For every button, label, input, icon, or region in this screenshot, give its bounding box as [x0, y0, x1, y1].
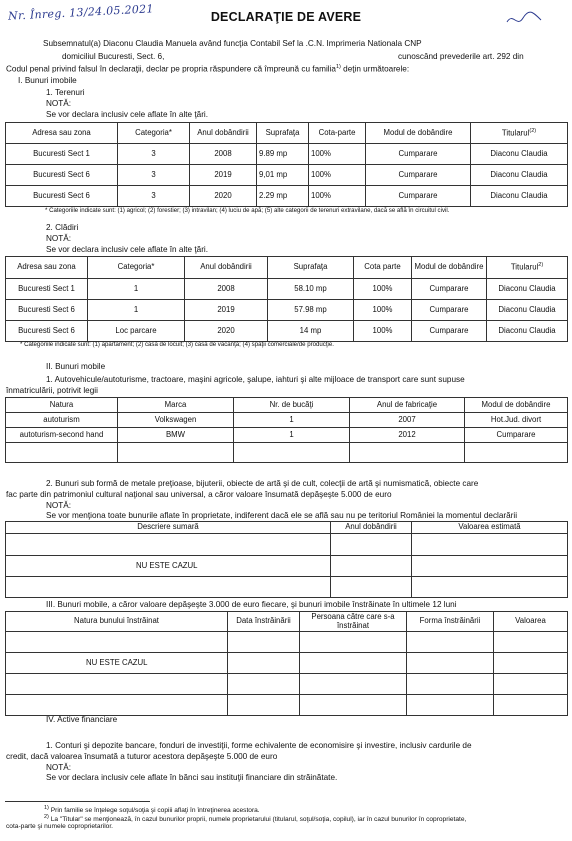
cell: [331, 556, 412, 577]
cell: 100%: [354, 321, 412, 342]
table-row: [6, 321, 568, 342]
col-header: Adresa sau zona: [6, 123, 118, 144]
terenuri-footnote: * Categoriile indicate sunt: (1) agricol; (2) forestier; (3) intravilan; (4) luciu de apă; (5) alte categorii de terenuri extravilane, dacă se află în circuitul civil.: [45, 207, 450, 214]
document-title: DECLARAŢIE DE AVERE: [210, 10, 362, 24]
cell: [228, 674, 300, 695]
cell: Cumparare: [412, 300, 487, 321]
col-header: Anul dobândirii: [190, 123, 257, 144]
cell: 2008: [190, 144, 257, 165]
bunuri-pretioase-title-2: fac parte din patrimoniul cultural naţional sau universal, a căror valoare însumată depăşeşte 5.000 de euro: [6, 490, 392, 499]
cell: [300, 632, 407, 653]
col-header: Anul dobândirii: [185, 257, 268, 279]
cell: Cumparare: [412, 321, 487, 342]
cell: [300, 695, 407, 716]
col-header: Natura bunului înstrăinat: [6, 612, 228, 632]
cell-nu-este-cazul: NU ESTE CAZUL: [6, 556, 331, 577]
col-header: Data înstrăinării: [228, 612, 300, 632]
cell: 100%: [309, 165, 366, 186]
cell: 1: [234, 413, 350, 428]
col-header: Suprafaţa: [268, 257, 354, 279]
cell: autoturism: [6, 413, 118, 428]
col-header: Categoria*: [118, 123, 190, 144]
table-row: [6, 534, 568, 556]
intro-line-1: Subsemnatul(a) Diaconu Claudia Manuela având funcţia Contabil Sef la .C.N. Imprimeria Nationala CNP: [43, 39, 422, 48]
cell: Loc parcare: [88, 321, 185, 342]
cell: Bucuresti Sect 6: [6, 165, 118, 186]
col-header: Adresa sau zona: [6, 257, 88, 279]
cell: [300, 674, 407, 695]
table-row: [6, 428, 568, 443]
cell: Bucuresti Sect 6: [6, 186, 118, 207]
bunuri-pretioase-table: [5, 521, 568, 598]
table-header-row: [6, 257, 568, 279]
cell: 1: [234, 428, 350, 443]
col-header: Forma înstrăinării: [407, 612, 494, 632]
col-header: Natura: [6, 398, 118, 413]
col-header: Descriere sumară: [6, 522, 331, 534]
intro-line-2a: domiciliul Bucuresti, Sect. 6,: [62, 52, 165, 61]
cell: [494, 632, 568, 653]
signature-mark: [505, 8, 545, 30]
bunuri-pretioase-nota: NOTĂ:: [46, 501, 72, 510]
cell: Cumparare: [412, 279, 487, 300]
registration-number-handwritten: Nr. Înreg. 13/24.05.2021: [7, 2, 155, 23]
col-header: Nr. de bucăţi: [234, 398, 350, 413]
cell: Cumparare: [366, 165, 471, 186]
active-financiare-note: Se vor declara inclusiv cele aflate în bănci sau instituţii financiare din străinătate.: [46, 773, 338, 782]
cell: [331, 534, 412, 556]
cell: 2.29 mp: [257, 186, 309, 207]
cell: Cumparare: [465, 428, 568, 443]
intro-line-2b: cunoscând prevederile art. 292 din: [398, 52, 524, 61]
cell: [6, 674, 228, 695]
col-header: Cota parte: [354, 257, 412, 279]
cell: [228, 653, 300, 674]
cell: Diaconu Claudia: [471, 186, 568, 207]
vehicule-table: [5, 397, 568, 463]
cell: 1: [88, 279, 185, 300]
cell: [494, 653, 568, 674]
bunuri-pretioase-note: Se vor menţiona toate bunurile aflate în proprietate, indiferent dacă ele se află sau nu pe teritoriul României la momentul declarării: [46, 511, 518, 520]
cell: 9.89 mp: [257, 144, 309, 165]
terenuri-table: [5, 122, 568, 207]
cell: [407, 653, 494, 674]
cell: [412, 577, 568, 598]
cell: [228, 632, 300, 653]
col-header: Valoarea estimată: [412, 522, 568, 534]
active-financiare-nota: NOTĂ:: [46, 763, 72, 772]
cell: 2020: [190, 186, 257, 207]
col-header-titular: Titularul$^{2)}$: [487, 257, 568, 279]
footnote-separator: [5, 801, 150, 802]
cell: Diaconu Claudia: [487, 321, 568, 342]
footnote-2-line-2: cota-parte şi numele coproprietarilor.: [6, 823, 114, 830]
cell: Bucuresti Sect 1: [6, 279, 88, 300]
table-row: [6, 300, 568, 321]
active-financiare-para-2: credit, dacă valoarea însumată a tuturor acestora depăşeşte 5.000 de euro: [6, 752, 278, 761]
cell: Diaconu Claudia: [487, 300, 568, 321]
active-financiare-para-1: 1. Conturi şi depozite bancare, fonduri de investiţii, forme echivalente de economisire şi investire, inclusiv cardurile de: [46, 741, 472, 750]
cell: Bucuresti Sect 1: [6, 144, 118, 165]
col-header-titular: Titularul$^{(2)}$: [471, 123, 568, 144]
cell: autoturism-second hand: [6, 428, 118, 443]
cell: [407, 674, 494, 695]
cell: [118, 443, 234, 463]
table-row: [6, 695, 568, 716]
vehicule-title-1: 1. Autovehicule/autoturisme, tractoare, maşini agricole, şalupe, iahturi şi alte mijloace de transport care sunt supuse: [46, 375, 465, 384]
cell: 57.98 mp: [268, 300, 354, 321]
cell: 2012: [350, 428, 465, 443]
table-header-row: [6, 398, 568, 413]
cladiri-footnote: * Categoriile indicate sunt: (1) apartament; (2) casă de locuit; (3) casă de vacanţă; (4) spaţii comerciale/de producţie.: [20, 341, 334, 348]
table-row: [6, 413, 568, 428]
col-header: Modul de dobândire: [366, 123, 471, 144]
col-header: Cota-parte: [309, 123, 366, 144]
cell: 3: [118, 144, 190, 165]
cell: [412, 534, 568, 556]
table-header-row: [6, 123, 568, 144]
intro-line-3: Codul penal privind falsul în declaraţii, declar pe propria răspundere că împreună cu familia$^{1)}$ deţin următoarele:: [6, 64, 410, 74]
col-header: Modul de dobândire: [412, 257, 487, 279]
cell: 3: [118, 186, 190, 207]
terenuri-title: 1. Terenuri: [46, 88, 85, 97]
cell: 9,01 mp: [257, 165, 309, 186]
terenuri-nota: NOTĂ:: [46, 99, 72, 108]
cell: BMW: [118, 428, 234, 443]
cell: 1: [88, 300, 185, 321]
bunuri-pretioase-title-1: 2. Bunuri sub formă de metale preţioase, bijuterii, obiecte de artă şi de cult, colecţii de artă şi numismatică, obiecte care: [46, 479, 479, 488]
cell: 58.10 mp: [268, 279, 354, 300]
cell: 2007: [350, 413, 465, 428]
col-header: Anul dobândirii: [331, 522, 412, 534]
cell: [228, 695, 300, 716]
table-header-row: [6, 612, 568, 632]
cell: [6, 632, 228, 653]
cell: 100%: [354, 279, 412, 300]
cell: [407, 632, 494, 653]
cell: Cumparare: [366, 144, 471, 165]
col-header: Valoarea: [494, 612, 568, 632]
section-3-heading: III. Bunuri mobile, a căror valoare depăşeşte 3.000 de euro fiecare, şi bunuri imobile înstrăinate în ultimele 12 luni: [46, 600, 457, 609]
cell: 14 mp: [268, 321, 354, 342]
footnote-1: $^{1)}$ Prin familie se înţelege soţul/soţia şi copiii aflaţi în întreţinerea acestora.: [44, 805, 260, 815]
cell: 2019: [185, 300, 268, 321]
cell: Diaconu Claudia: [487, 279, 568, 300]
cell: [494, 695, 568, 716]
table-row: [6, 653, 568, 674]
cell: Hot.Jud. divort: [465, 413, 568, 428]
col-header: Categoria*: [88, 257, 185, 279]
col-header: Anul de fabricaţie: [350, 398, 465, 413]
col-header: Persoana către care s-a înstrăinat: [300, 612, 407, 632]
table-row: [6, 144, 568, 165]
cell: 2020: [185, 321, 268, 342]
cell: Volkswagen: [118, 413, 234, 428]
cell: [6, 443, 118, 463]
cell: Diaconu Claudia: [471, 165, 568, 186]
cell: [6, 695, 228, 716]
cell: 3: [118, 165, 190, 186]
cell: [412, 556, 568, 577]
cell: Bucuresti Sect 6: [6, 300, 88, 321]
col-header: Suprafaţa: [257, 123, 309, 144]
footnote-2-line-1: $^{2)}$ La "Titular" se menţionează, în cazul bunurilor proprii, numele proprietarului (titularul, soţul/soţia, copilul), iar în cazul bunurilor în coproprietate,: [44, 814, 467, 824]
cell: [300, 653, 407, 674]
table-row: [6, 279, 568, 300]
col-header: Modul de dobândire: [465, 398, 568, 413]
cell: [6, 577, 331, 598]
section-4-heading: IV. Active financiare: [46, 715, 118, 724]
col-header: Marca: [118, 398, 234, 413]
table-row: [6, 674, 568, 695]
section-2-heading: II. Bunuri mobile: [46, 362, 106, 371]
cell: [465, 443, 568, 463]
cell: [407, 695, 494, 716]
cell-nu-este-cazul: NU ESTE CAZUL: [6, 653, 228, 674]
cell: Cumparare: [366, 186, 471, 207]
cell: Diaconu Claudia: [471, 144, 568, 165]
cell: [6, 534, 331, 556]
cell: 100%: [354, 300, 412, 321]
cladiri-title: 2. Clădiri: [46, 223, 79, 232]
instrainari-table: [5, 611, 568, 716]
cell: 100%: [309, 144, 366, 165]
cell: 2019: [190, 165, 257, 186]
table-row: [6, 632, 568, 653]
table-row: [6, 443, 568, 463]
section-1-heading: I. Bunuri imobile: [18, 76, 77, 85]
cladiri-table: [5, 256, 568, 342]
cladiri-nota: NOTĂ:: [46, 234, 72, 243]
table-row: [6, 165, 568, 186]
cell: 100%: [309, 186, 366, 207]
cell: [234, 443, 350, 463]
table-header-row: [6, 522, 568, 534]
table-row: [6, 577, 568, 598]
vehicule-title-2: înmatriculării, potrivit legii: [6, 386, 98, 395]
table-row: [6, 186, 568, 207]
cell: 2008: [185, 279, 268, 300]
cell: [331, 577, 412, 598]
cell: Bucuresti Sect 6: [6, 321, 88, 342]
terenuri-note: Se vor declara inclusiv cele aflate în alte ţări.: [46, 110, 209, 119]
table-row: [6, 556, 568, 577]
cell: [494, 674, 568, 695]
cladiri-note: Se vor declara inclusiv cele aflate în alte ţări.: [46, 245, 209, 254]
cell: [350, 443, 465, 463]
